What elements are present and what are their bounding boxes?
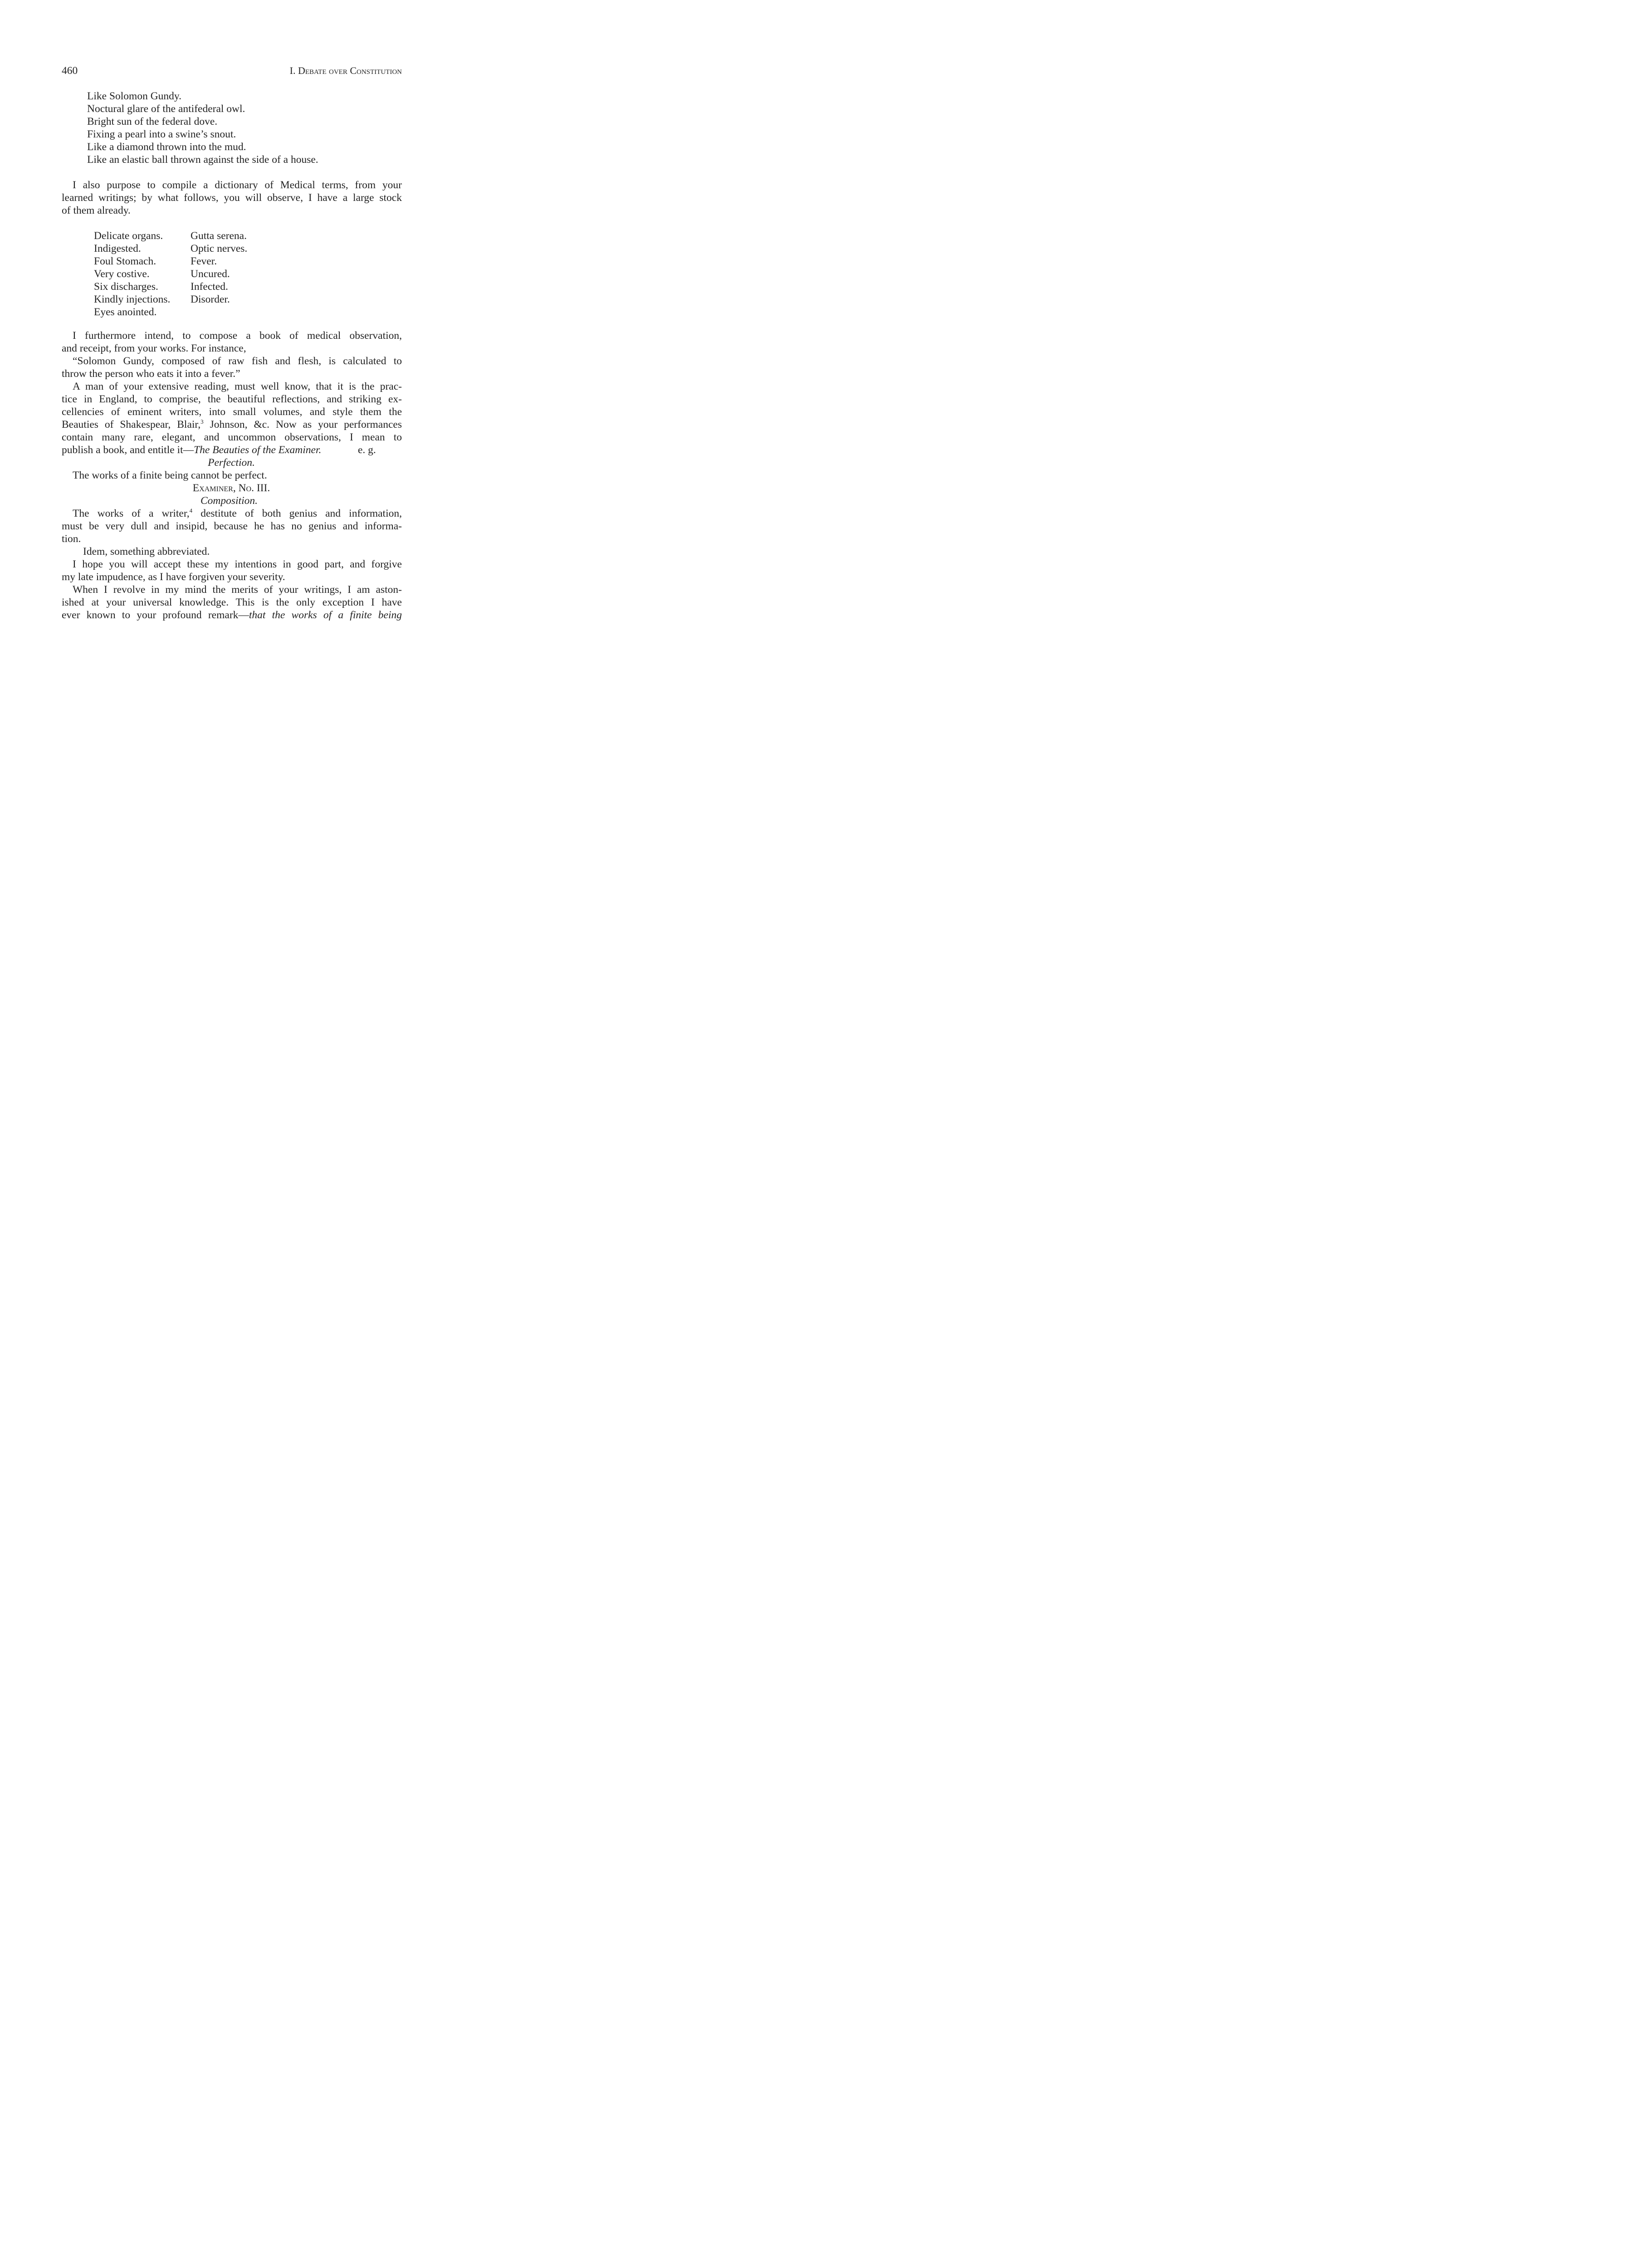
heading-composition xyxy=(0,494,458,507)
medical-term-right: Gutta serena. xyxy=(191,230,247,242)
medical-term-left: Kindly injections. xyxy=(94,293,171,305)
medical-term-right: Uncured. xyxy=(191,268,230,280)
paragraph-line: of them already. xyxy=(62,205,131,216)
simile-line: Like a diamond thrown into the mud. xyxy=(87,141,246,153)
paragraph-line: I furthermore intend, to compose a book of medical observation, xyxy=(73,330,402,342)
book-title: The Beauties of the Examiner. xyxy=(194,444,322,456)
eg-abbrev: e. g. xyxy=(358,444,376,456)
medical-term-right: Infected. xyxy=(191,281,228,293)
paragraph-line xyxy=(73,507,402,520)
simile-line: Fixing a pearl into a swine’s snout. xyxy=(87,128,236,140)
heading-perfection xyxy=(0,456,463,469)
medical-term-left: Six discharges. xyxy=(94,281,158,293)
paragraph-line: tion. xyxy=(62,533,81,545)
quoted-remark: that the works of a finite being xyxy=(249,609,402,621)
simile-line: Like an elastic ball thrown against the side of a house. xyxy=(87,154,318,166)
paragraph-line: Idem, something abbreviated. xyxy=(83,546,210,557)
paragraph-line xyxy=(62,609,402,621)
paragraph-line: tice in England, to comprise, the beautiful reflections, and striking ex- xyxy=(62,393,402,405)
line-segment: ever known to your profound remark— xyxy=(62,609,249,621)
heading-text: Composition. xyxy=(200,495,258,507)
medical-term-right: Disorder. xyxy=(191,293,230,305)
medical-term-right: Optic nerves. xyxy=(191,243,248,254)
simile-line: Noctural glare of the antifederal owl. xyxy=(87,103,245,115)
simile-line: Bright sun of the federal dove. xyxy=(87,116,218,127)
paragraph-line: I hope you will accept these my intentions in good part, and forgive xyxy=(73,558,402,570)
medical-term-left: Very costive. xyxy=(94,268,150,280)
heading-text: Perfection. xyxy=(208,457,255,469)
paragraph-line: A man of your extensive reading, must well know, that it is the prac- xyxy=(73,381,402,392)
paragraph-line: contain many rare, elegant, and uncommon observations, I mean to xyxy=(62,431,402,443)
paragraph-line: ished at your universal knowledge. This is the only exception I have xyxy=(62,596,402,608)
paragraph-line: my late impudence, as I have forgiven your severity. xyxy=(62,571,285,583)
paragraph-line: When I revolve in my mind the merits of your writings, I am aston- xyxy=(73,584,402,596)
line-segment: Johnson, &c. Now as your performances xyxy=(203,419,402,430)
paragraph-line: I also purpose to compile a dictionary of Medical terms, from your xyxy=(73,179,402,191)
running-head: I. Debate over Constitution xyxy=(289,65,402,76)
paragraph-line: cellencies of eminent writers, into small volumes, and style them the xyxy=(62,406,402,418)
simile-line: Like Solomon Gundy. xyxy=(87,90,182,102)
medical-term-right: Fever. xyxy=(191,255,217,267)
paragraph-line: must be very dull and insipid, because he has no genius and informa- xyxy=(62,520,402,532)
paragraph-line: learned writings; by what follows, you will observe, I have a large stock xyxy=(62,192,402,204)
paragraph-line: and receipt, from your works. For instance, xyxy=(62,342,246,354)
page-number: 460 xyxy=(62,65,78,77)
line-segment: publish a book, and entitle it— xyxy=(62,444,194,456)
medical-term-left: Foul Stomach. xyxy=(94,255,156,267)
paragraph-line: “Solomon Gundy, composed of raw fish and flesh, is calculated to xyxy=(73,355,402,367)
line-segment: Beauties of Shakespear, Blair, xyxy=(62,419,201,430)
paragraph-line: throw the person who eats it into a fever.” xyxy=(62,368,240,380)
paragraph-line: The works of a finite being cannot be perfect. xyxy=(73,469,267,481)
medical-term-left: Indigested. xyxy=(94,243,141,254)
line-segment: The works of a writer, xyxy=(73,508,190,519)
footnote-ref: 4 xyxy=(189,507,193,514)
footnote-ref: 3 xyxy=(200,418,204,425)
line-segment: destitute of both genius and information, xyxy=(192,508,402,519)
medical-term-left: Delicate organs. xyxy=(94,230,163,242)
paragraph-line xyxy=(62,444,321,456)
medical-term-left: Eyes anointed. xyxy=(94,306,157,318)
paragraph-line xyxy=(62,418,402,431)
heading-examiner: Examiner, No. III. xyxy=(192,482,270,494)
book-page xyxy=(0,0,476,714)
